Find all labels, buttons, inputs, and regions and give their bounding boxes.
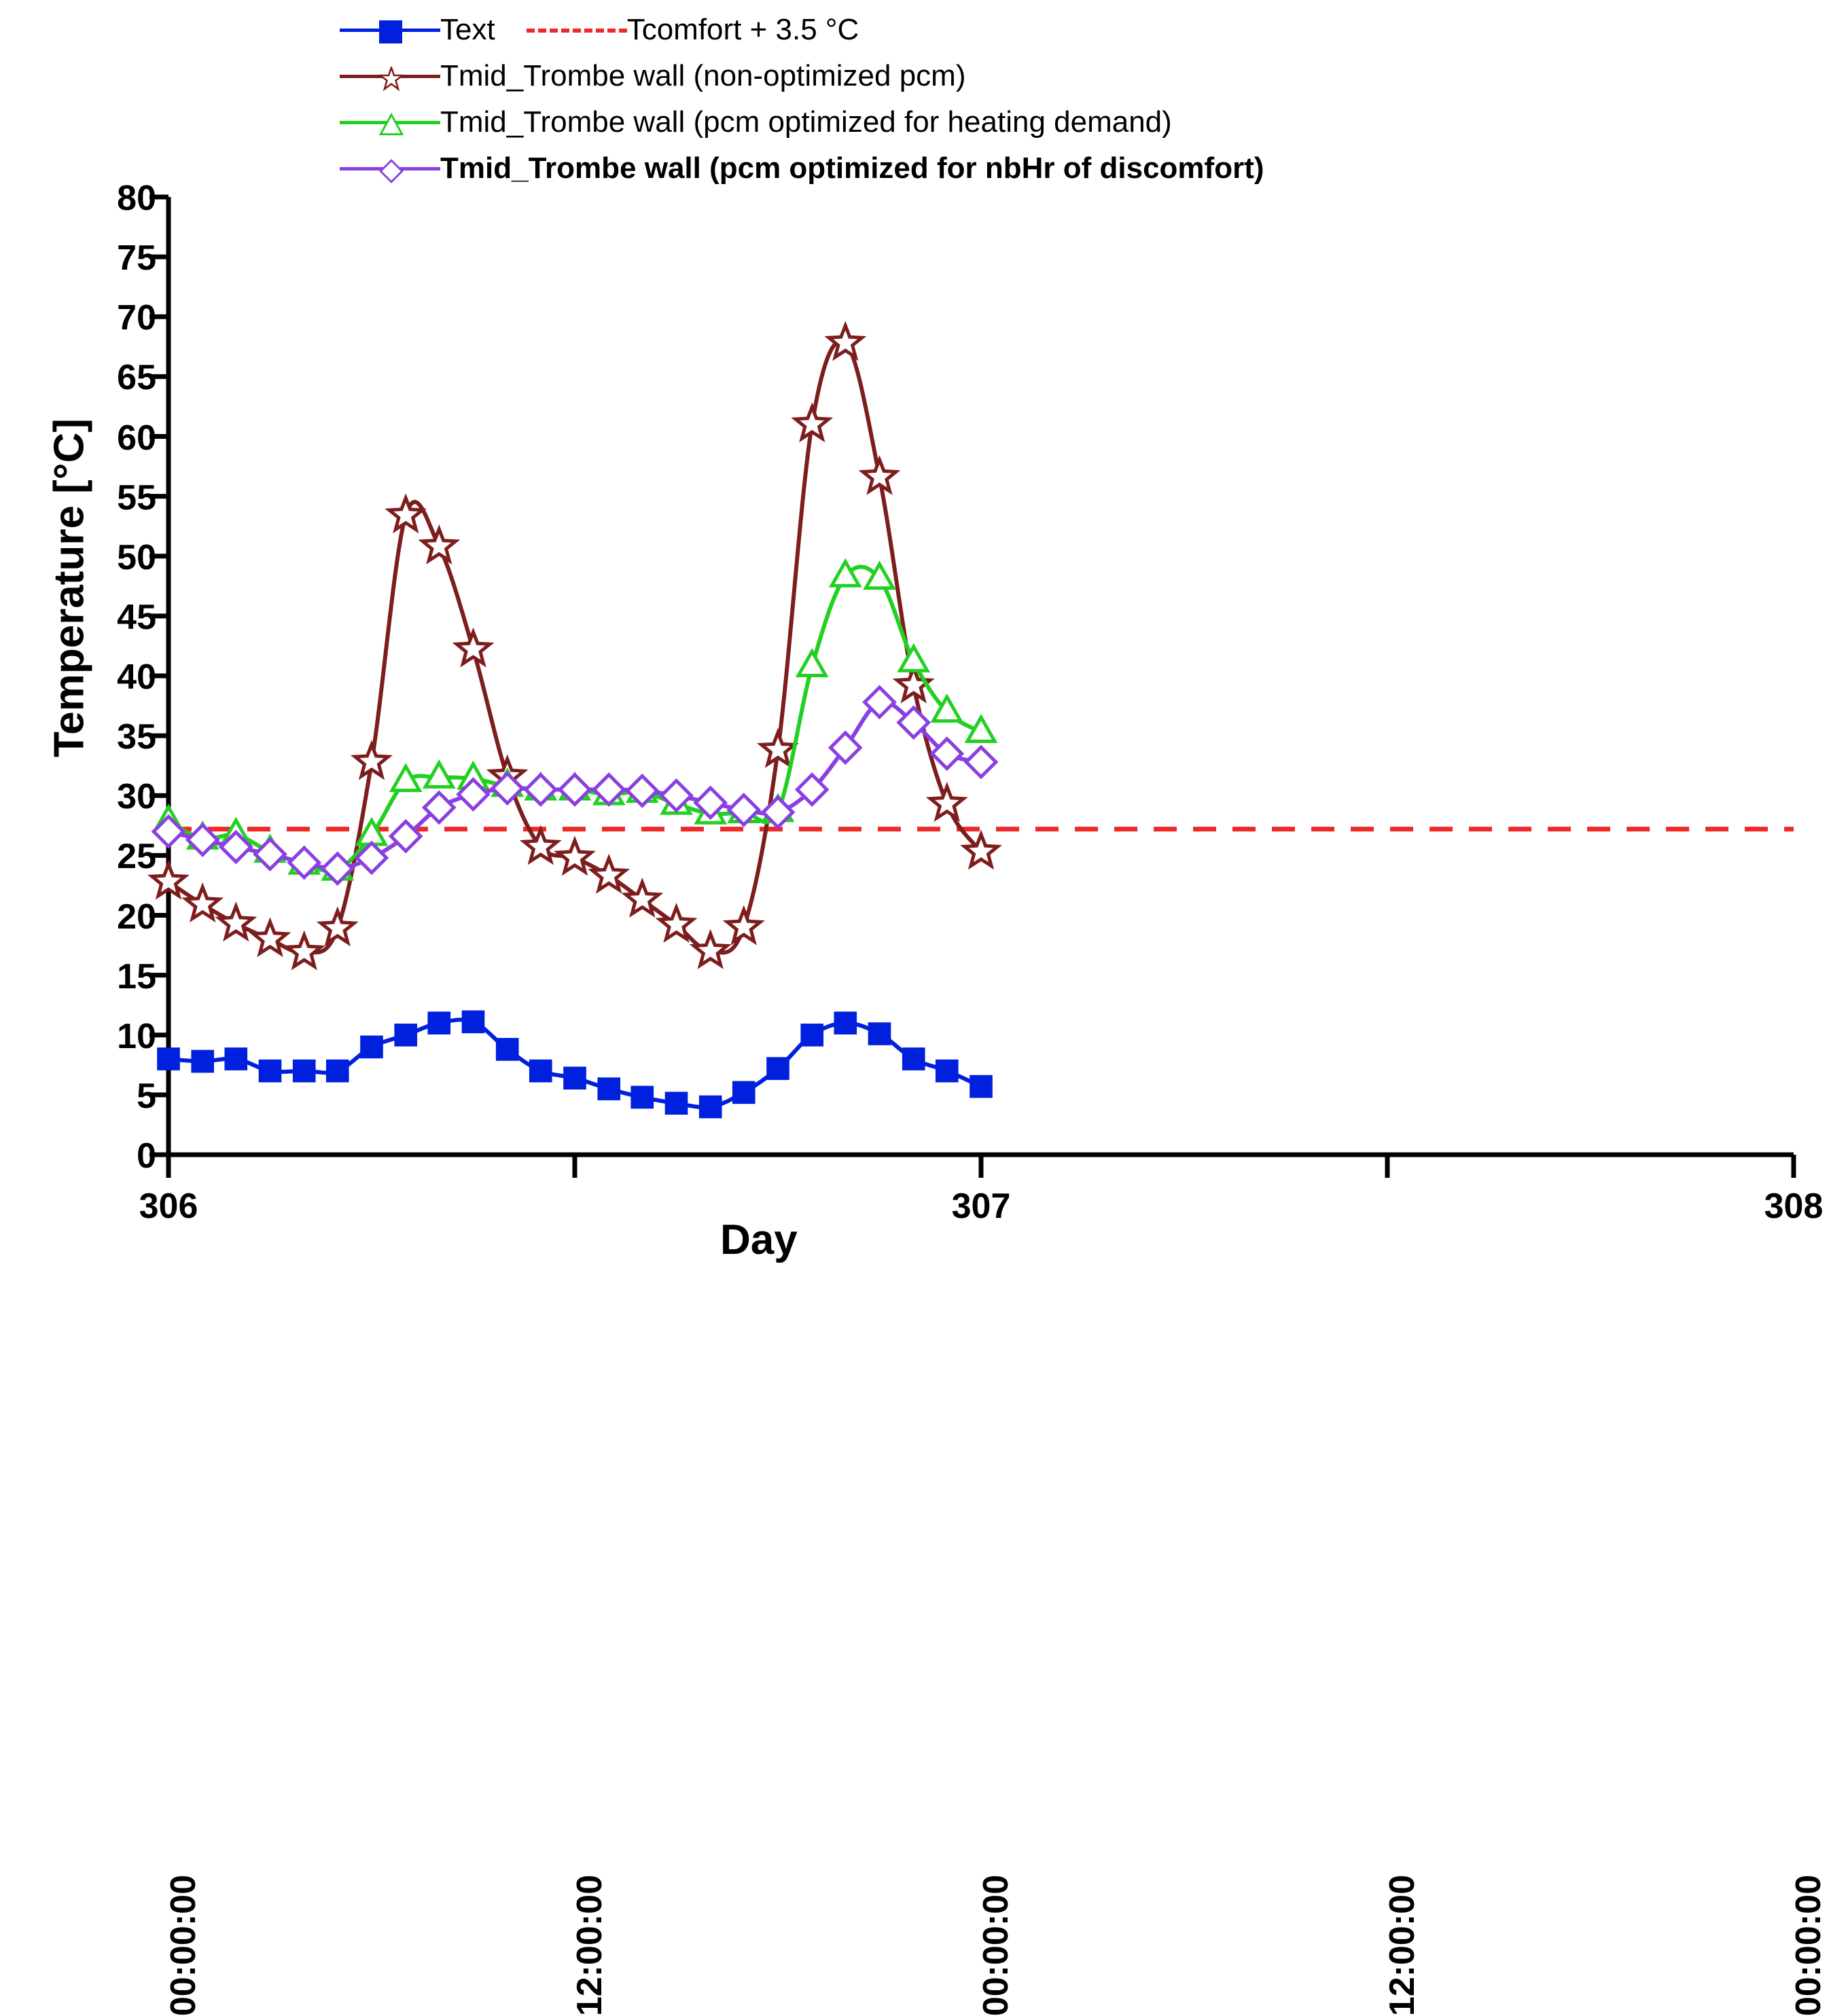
x-tick-time-label: 00:00:00 [1789, 1875, 1828, 2016]
x-tick-day-label: 307 [951, 1187, 1011, 1226]
y-tick-label: 25 [117, 837, 156, 877]
y-tick-label: 70 [117, 298, 156, 338]
legend-label-non-optimized: Tmid_Trombe wall (non-optimized pcm) [440, 59, 966, 92]
y-tick-label: 20 [117, 897, 156, 937]
legend-label-text: Text [440, 13, 495, 46]
y-tick-label: 65 [117, 358, 156, 398]
x-tick-day-label: 308 [1764, 1187, 1824, 1226]
y-tick-label: 55 [117, 478, 156, 518]
series-non_optimized [152, 325, 998, 967]
x-axis-title: Day [720, 1217, 798, 1263]
legend-label-tcomfort: Tcomfort + 3.5 °C [626, 13, 859, 46]
x-tick-time-label: 12:00:00 [1383, 1875, 1422, 2016]
y-tick-label: 45 [117, 597, 156, 637]
x-tick-time-label: 12:00:00 [570, 1875, 609, 2016]
y-axis-title: Temperature [°C] [46, 418, 93, 758]
y-tick-label: 15 [117, 956, 156, 996]
y-tick-label: 30 [117, 777, 156, 817]
y-tick-label: 40 [117, 658, 156, 697]
y-tick-label: 35 [117, 717, 156, 757]
legend-label-heating-optimized: Tmid_Trombe wall (pcm optimized for heating demand) [440, 105, 1172, 139]
y-tick-label: 5 [137, 1076, 156, 1116]
y-tick-label: 80 [117, 179, 156, 218]
y-tick-label: 50 [117, 537, 156, 577]
x-tick-day-label: 306 [139, 1187, 198, 1226]
legend-label-discomfort-optimized: Tmid_Trombe wall (pcm optimized for nbHr of discomfort) [440, 151, 1264, 185]
y-tick-label: 10 [117, 1016, 156, 1056]
series-text_ext [158, 1012, 991, 1117]
x-tick-time-label: 00:00:00 [976, 1875, 1016, 2016]
y-tick-label: 75 [117, 238, 156, 278]
y-tick-label: 0 [137, 1136, 156, 1176]
y-tick-label: 60 [117, 418, 156, 458]
x-tick-time-label: 00:00:00 [164, 1875, 203, 2016]
